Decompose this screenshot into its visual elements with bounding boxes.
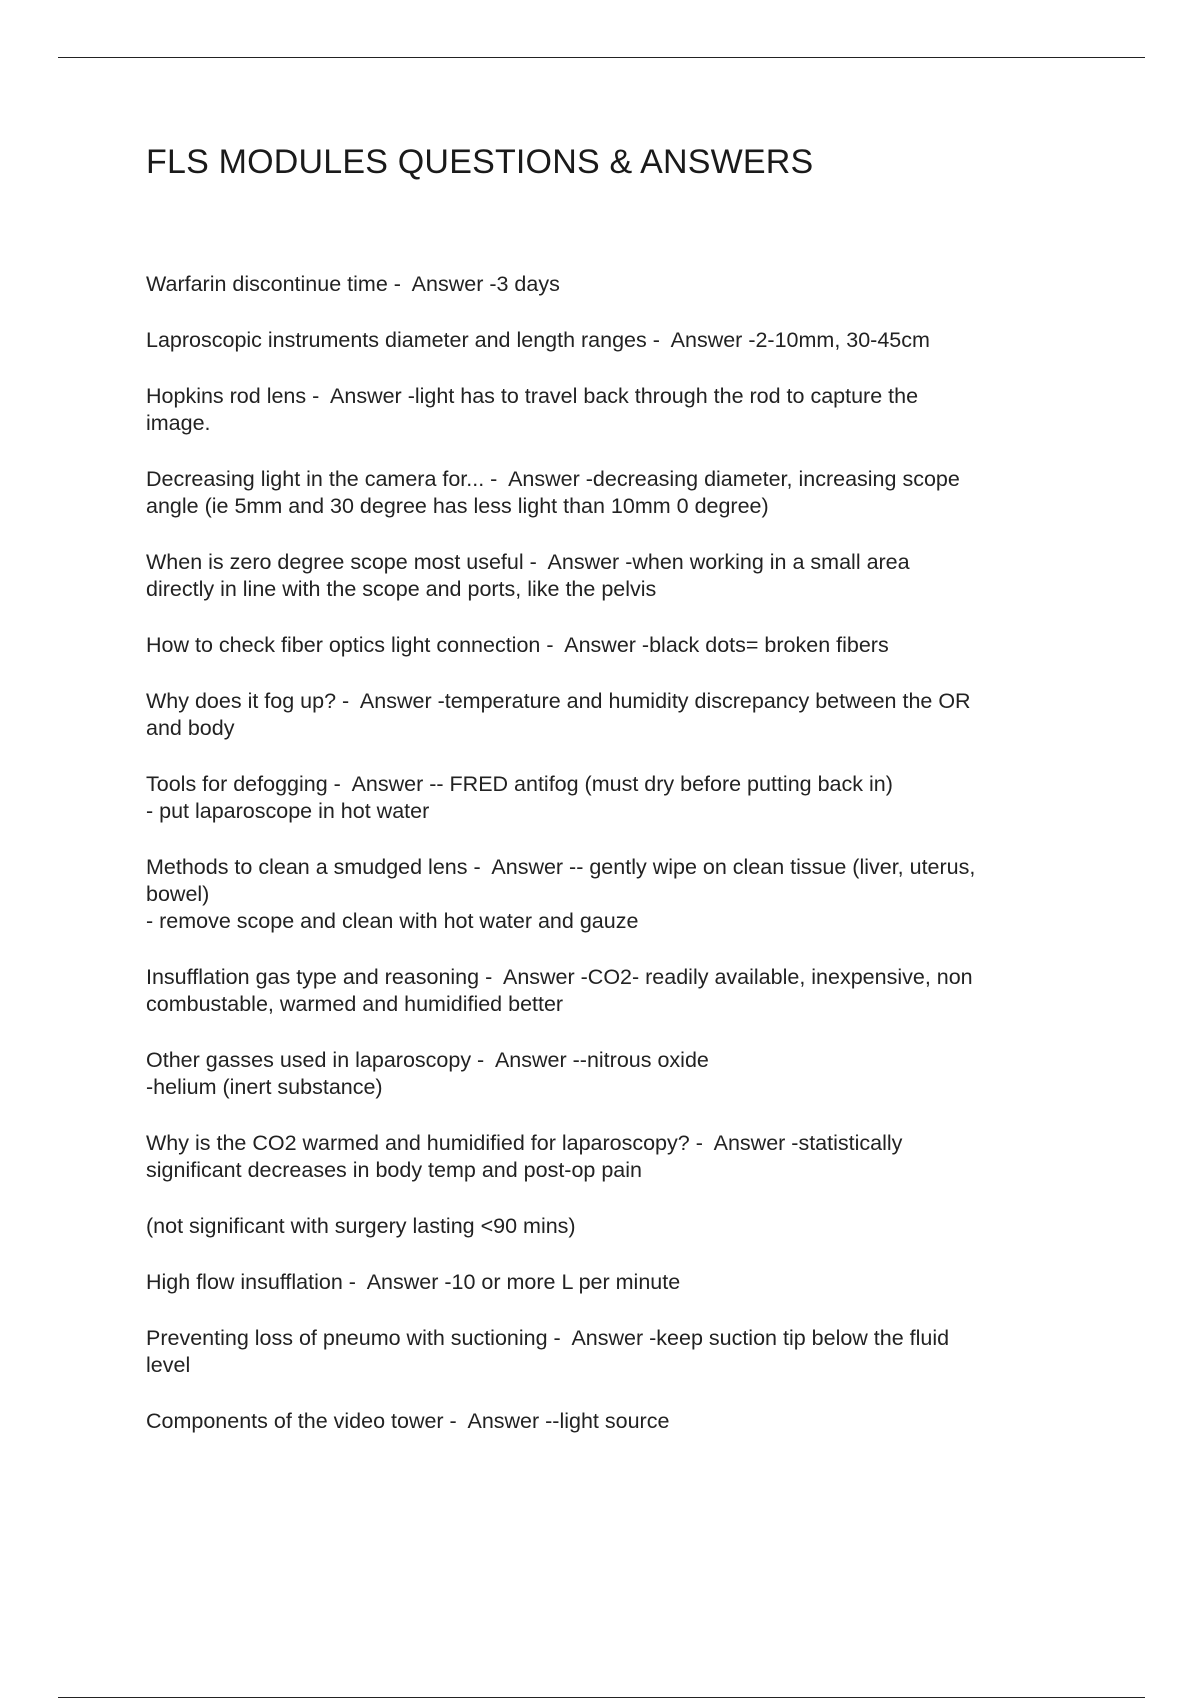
qa-entry: [146, 1213, 1096, 1240]
qa-entry-line: Methods to clean a smudged lens - Answer -- gently wipe on clean tissue (liver, uterus,: [146, 855, 976, 879]
qa-entry-line: Other gasses used in laparoscopy - Answer --nitrous oxide: [146, 1048, 709, 1072]
qa-entry: [146, 1325, 1096, 1379]
qa-entry-line: High flow insufflation - Answer -10 or more L per minute: [146, 1270, 681, 1294]
qa-list: [146, 271, 1096, 1464]
qa-entry-line: image.: [146, 411, 211, 435]
qa-entry-line: (not significant with surgery lasting <90 mins): [146, 1214, 576, 1238]
page-title: FLS MODULES QUESTIONS & ANSWERS: [146, 143, 814, 181]
qa-entry-line: Warfarin discontinue time - Answer -3 days: [146, 272, 560, 296]
qa-entry-line: level: [146, 1353, 191, 1377]
qa-entry-line: How to check fiber optics light connection - Answer -black dots= broken fibers: [146, 633, 889, 657]
qa-entry-line: Components of the video tower - Answer --light source: [146, 1409, 670, 1433]
qa-entry-line: bowel): [146, 882, 210, 906]
qa-entry-line: Laproscopic instruments diameter and length ranges - Answer -2-10mm, 30-45cm: [146, 328, 930, 352]
qa-entry-line: -helium (inert substance): [146, 1075, 383, 1099]
qa-entry: [146, 549, 1096, 603]
bottom-rule: [58, 1697, 1145, 1698]
qa-entry-line: significant decreases in body temp and post-op pain: [146, 1158, 643, 1182]
qa-entry: [146, 466, 1096, 520]
qa-entry-line: and body: [146, 716, 235, 740]
qa-entry-line: Preventing loss of pneumo with suctioning - Answer -keep suction tip below the fluid: [146, 1326, 950, 1350]
qa-entry: [146, 271, 1096, 298]
top-rule: [58, 57, 1145, 58]
qa-entry-line: combustable, warmed and humidified better: [146, 992, 564, 1016]
qa-entry-line: angle (ie 5mm and 30 degree has less light than 10mm 0 degree): [146, 494, 769, 518]
qa-entry: [146, 1130, 1096, 1184]
qa-entry-line: When is zero degree scope most useful - Answer -when working in a small area: [146, 550, 910, 574]
qa-entry-line: Why does it fog up? - Answer -temperature and humidity discrepancy between the OR: [146, 689, 971, 713]
qa-entry-line: - put laparoscope in hot water: [146, 799, 430, 823]
qa-entry: [146, 688, 1096, 742]
qa-entry: [146, 327, 1096, 354]
qa-entry-line: directly in line with the scope and ports, like the pelvis: [146, 577, 657, 601]
qa-entry: [146, 964, 1096, 1018]
qa-entry-line: Why is the CO2 warmed and humidified for laparoscopy? - Answer -statistically: [146, 1131, 903, 1155]
qa-entry: [146, 1269, 1096, 1296]
qa-entry-line: Decreasing light in the camera for... - Answer -decreasing diameter, increasing scope: [146, 467, 960, 491]
qa-entry: [146, 854, 1096, 935]
qa-entry: [146, 771, 1096, 825]
qa-entry-line: Tools for defogging - Answer -- FRED antifog (must dry before putting back in): [146, 772, 893, 796]
qa-entry: [146, 383, 1096, 437]
qa-entry: [146, 1047, 1096, 1101]
qa-entry: [146, 1408, 1096, 1435]
qa-entry-line: Insufflation gas type and reasoning - Answer -CO2- readily available, inexpensive, non: [146, 965, 973, 989]
qa-entry-line: - remove scope and clean with hot water and gauze: [146, 909, 639, 933]
qa-entry: [146, 632, 1096, 659]
qa-entry-line: Hopkins rod lens - Answer -light has to travel back through the rod to capture the: [146, 384, 919, 408]
